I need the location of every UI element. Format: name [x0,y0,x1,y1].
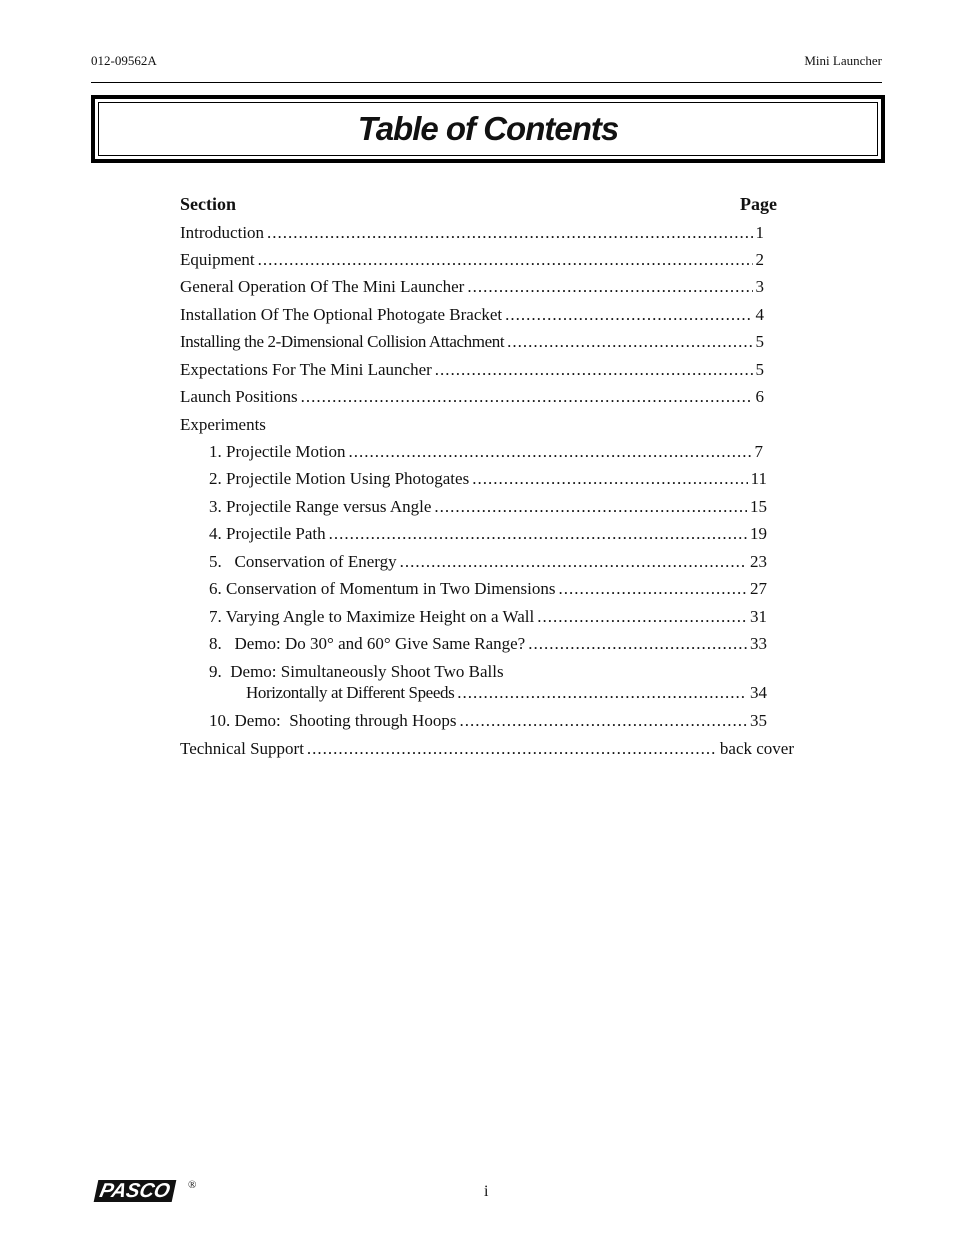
toc-entry-label: Installation Of The Optional Photogate Bracket [180,305,503,324]
product-name: Mini Launcher [804,53,882,68]
experiment-entry-6[interactable] [209,578,767,600]
toc-entry-page: 15 [750,497,767,516]
registered-mark: ® [188,1179,197,1191]
toc-entry-label: 7. Varying Angle to Maximize Height on a Wall [209,607,535,626]
toc-entry-page: 31 [750,607,767,626]
dot-leader [434,496,747,518]
experiment-entry-7[interactable] [209,606,767,628]
toc-entry-expectations[interactable] [180,359,764,381]
toc-entry-label: Introduction [180,223,265,242]
dot-leader [505,304,752,326]
toc-entry-page: 27 [750,579,767,598]
toc-entry-label: General Operation Of The Mini Launcher [180,277,465,296]
title-box-inner [98,102,878,156]
experiment-entry-9-line-2[interactable] [246,682,767,704]
toc-entry-page: 19 [750,524,767,543]
toc-entry-page: 34 [750,683,767,702]
page-column-label: Page [740,194,777,214]
toc-entry-page: 11 [750,469,767,488]
dot-leader [435,359,753,381]
pasco-logo: PASCO [94,1180,176,1202]
toc-entry-page: 2 [755,250,764,269]
page-title: Table of Contents [357,110,619,147]
dot-leader [472,468,747,490]
dot-leader [267,222,752,244]
dot-leader [348,441,751,463]
dot-leader [301,386,753,408]
experiment-entry-3[interactable] [209,496,767,518]
experiment-entry-5[interactable] [209,551,767,573]
toc-entry-page: 23 [750,552,767,571]
dot-leader [307,738,717,760]
toc-entry-page: 35 [750,711,767,730]
toc-entry-label: 6. Conservation of Momentum in Two Dimensions [209,579,556,598]
toc-entry-photogate-bracket[interactable] [180,304,764,326]
title-box [91,95,885,163]
header-rule [91,82,882,83]
toc-entry-label: 5. Conservation of Energy [209,552,397,571]
toc-entry-label: 3. Projectile Range versus Angle [209,497,432,516]
dot-leader [457,682,747,704]
toc-entry-label: Technical Support [180,739,304,758]
toc-entry-label: Equipment [180,250,255,269]
experiment-entry-10[interactable] [209,710,767,732]
toc-entry-launch-positions[interactable] [180,386,764,408]
toc-entry-page: 5 [755,332,764,351]
section-column-label: Section [180,194,236,214]
toc-entry-label: 8. Demo: Do 30° and 60° Give Same Range? [209,634,526,653]
toc-entry-general-operation[interactable] [180,276,764,298]
experiment-entry-8[interactable] [209,633,767,655]
experiment-entry-9-line-1[interactable]: 9. Demo: Simultaneously Shoot Two Balls [209,662,504,681]
toc-entry-equipment[interactable] [180,249,764,271]
experiments-heading: Experiments [180,415,266,434]
toc-entry-label: Horizontally at Different Speeds [246,683,455,702]
toc-entry-collision-attachment[interactable] [180,331,764,353]
toc-header [180,193,777,215]
page-number: i [484,1183,489,1200]
dot-leader [559,578,747,600]
experiment-entry-4[interactable] [209,523,767,545]
toc-entry-label: 2. Projectile Motion Using Photogates [209,469,470,488]
toc-entry-label: Expectations For The Mini Launcher [180,360,432,379]
dot-leader [329,523,747,545]
toc-entry-label: Launch Positions [180,387,298,406]
toc-entry-page: 5 [755,360,764,379]
toc-entry-label: Installing the 2-Dimensional Collision Attachment [180,332,505,351]
toc-entry-page: 4 [755,305,764,324]
doc-number: 012-09562A [91,53,157,68]
dot-leader [258,249,753,271]
dot-leader [528,633,747,655]
toc-entry-page: back cover [719,739,794,758]
experiment-entry-1[interactable] [209,441,763,463]
toc-entry-technical-support[interactable] [180,738,794,760]
experiment-entry-2[interactable] [209,468,767,490]
toc-entry-label: 4. Projectile Path [209,524,326,543]
dot-leader [400,551,747,573]
toc-entry-page: 6 [755,387,764,406]
toc-entry-page: 33 [750,634,767,653]
toc-entry-introduction[interactable] [180,222,764,244]
toc-entry-label: 10. Demo: Shooting through Hoops [209,711,457,730]
dot-leader [537,606,747,628]
toc-entry-page: 7 [754,442,763,461]
dot-leader [467,276,752,298]
dot-leader [459,710,747,732]
toc-entry-page: 3 [755,277,764,296]
toc-entry-page: 1 [755,223,764,242]
toc-entry-label: 1. Projectile Motion [209,442,346,461]
dot-leader [507,331,752,353]
